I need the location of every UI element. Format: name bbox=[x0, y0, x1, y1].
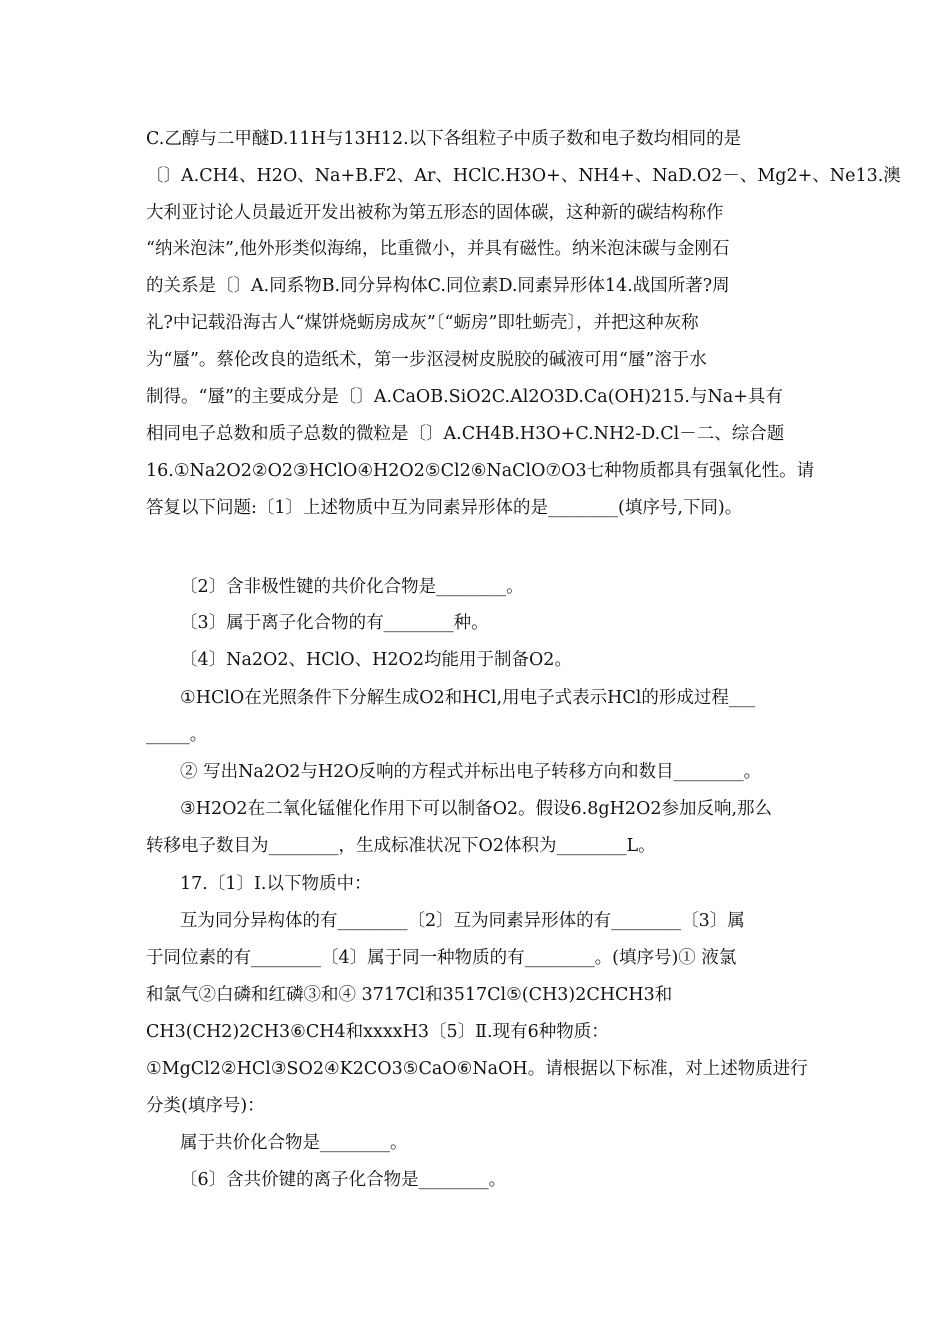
text-line: ② 写出Na2O2与H2O反响的方程式并标出电子转移方向和数目________。 bbox=[180, 762, 762, 782]
text-line: 相同电子总数和质子总数的微粒是〔〕A.CH4B.H3O+C.NH2-D.Cl－二、综合题 bbox=[146, 424, 785, 444]
text-line: 礼?中记载沿海古人“煤饼烧蛎房成灰”〔“蛎房”即牡蛎壳〕，并把这种灰称 bbox=[146, 313, 699, 333]
question-17-heading: 17.〔1〕Ⅰ.以下物质中： bbox=[180, 874, 372, 894]
text-line: _____。 bbox=[146, 725, 208, 745]
text-line: 属于共价化合物是________。 bbox=[180, 1133, 408, 1153]
text-line: CH3(CH2)2CH3⑥CH4和xxxxH3〔5〕Ⅱ.现有6种物质： bbox=[146, 1022, 609, 1042]
question-16-part-2: 〔2〕含非极性键的共价化合物是________。 bbox=[180, 577, 524, 597]
text-line: 和氯气②白磷和红磷③和④ 3717Cl和3517Cl⑤(CH3)2CHCH3和 bbox=[146, 985, 673, 1005]
text-line: ①HClO在光照条件下分解生成O2和HCl,用电子式表示HCl的形成过程___ bbox=[180, 688, 756, 708]
text-line: 〔6〕含共价键的离子化合物是________。 bbox=[180, 1170, 507, 1190]
question-16-part-3: 〔3〕属于离子化合物的有________种。 bbox=[180, 613, 489, 633]
text-line: 分类(填序号)： bbox=[146, 1096, 265, 1116]
text-line: “纳米泡沫”,他外形类似海绵，比重微小，并具有磁性。纳米泡沫碳与金刚石 bbox=[146, 239, 730, 259]
text-line: 制得。“蜃”的主要成分是〔〕A.CaOB.SiO2C.Al2O3D.Ca(OH)215.与Na+具有 bbox=[146, 387, 783, 407]
text-line: ①MgCl2②HCl③SO2④K2CO3⑤CaO⑥NaOH。请根据以下标准，对上述物质进行 bbox=[146, 1059, 808, 1079]
text-line: 〔〕A.CH4、H2O、Na+B.F2、Ar、HClC.H3O+、NH4+、NaD.O2－、Mg2+、Ne13.澳 bbox=[146, 166, 901, 186]
text-line: 大利亚讨论人员最近开发出被称为第五形态的固体碳，这种新的碳结构称作 bbox=[146, 203, 724, 223]
text-line: 的关系是〔〕A.同系物B.同分异构体C.同位素D.同素异形体14.战国所著?周 bbox=[146, 276, 730, 296]
text-line: 答复以下问题:〔1〕上述物质中互为同素异形体的是________(填序号,下同)。 bbox=[146, 498, 743, 518]
question-16-part-4: 〔4〕Na2O2、HClO、H2O2均能用于制备O2。 bbox=[180, 650, 572, 670]
text-line: 于同位素的有________〔4〕属于同一种物质的有________。(填序号)① 液氯 bbox=[146, 948, 737, 968]
text-line: C.乙醇与二甲醚D.11H与13H12.以下各组粒子中质子数和电子数均相同的是 bbox=[146, 129, 742, 149]
text-line: 16.①Na2O2②O2③HClO④H2O2⑤Cl2⑥NaClO⑦O3七种物质都具有强氧化性。请 bbox=[146, 461, 815, 481]
text-line: 为“蜃”。蔡伦改良的造纸术，第一步沤浸树皮脱胶的碱液可用“蜃”溶于水 bbox=[146, 350, 707, 370]
text-line: ③H2O2在二氧化锰催化作用下可以制备O2。假设6.8gH2O2参加反响,那么 bbox=[180, 799, 773, 819]
text-line: 转移电子数目为________，生成标准状况下O2体积为________L。 bbox=[146, 836, 656, 856]
text-line: 互为同分异构体的有________〔2〕互为同素异形体的有________〔3〕属 bbox=[180, 911, 745, 931]
